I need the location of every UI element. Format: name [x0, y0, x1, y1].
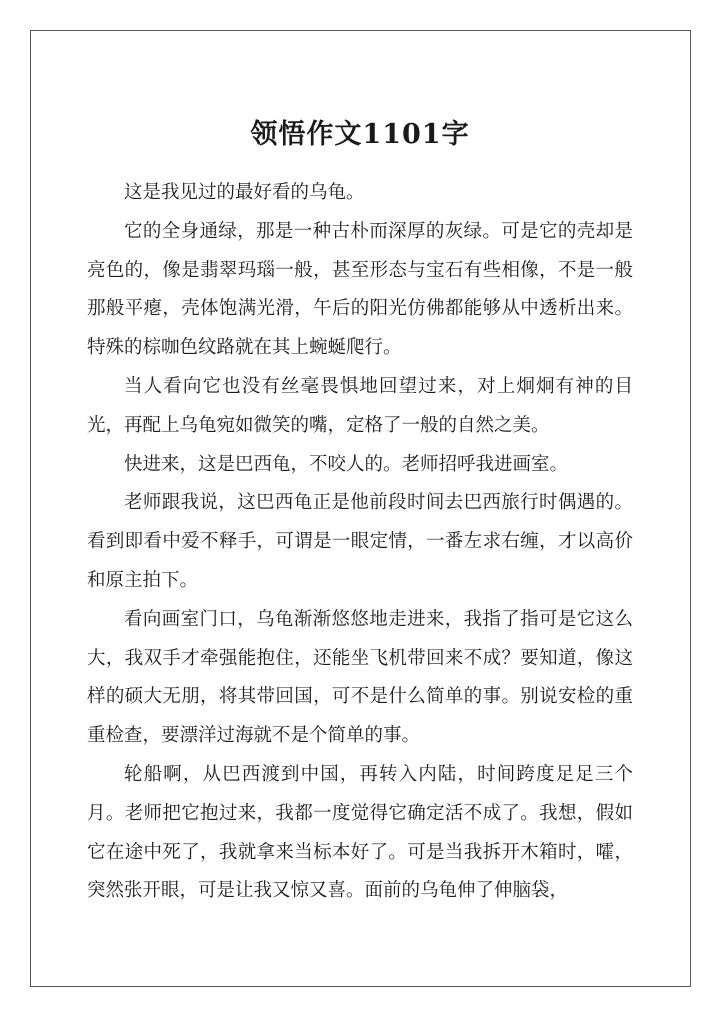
- paragraph-2: 它的全身通绿，那是一种古朴而深厚的灰绿。可是它的壳却是亮色的，像是翡翠玛瑙一般，甚至形态与宝石有些相像，不是一般那般平瘪，壳体饱满光滑，午后的阳光仿佛都能够从中透析出来。特殊的棕咖色纹路就在其上蜿蜒爬行。: [87, 220, 633, 359]
- document-body: [87, 174, 633, 911]
- paragraph-6: 看向画室门口，乌龟渐渐悠悠地走进来，我指了指可是它这么大，我双手才牵强能抱住，还能坐飞机带回来不成？要知道，像这样的硕大无朋，将其带回国，可不是什么简单的事。别说安检的重重检查，要漂洋过海就不是个简单的事。: [87, 608, 633, 747]
- paragraph-5: 老师跟我说，这巴西龟正是他前段时间去巴西旅行时偶遇的。看到即看中爱不释手，可谓是一眼定情，一番左求右缠，才以高价和原主拍下。: [87, 492, 633, 591]
- paragraph-3: 当人看向它也没有丝毫畏惧地回望过来，对上炯炯有神的目光，再配上乌龟宛如微笑的嘴，定格了一般的自然之美。: [87, 375, 633, 436]
- paragraph-1: 这是我见过的最好看的乌龟。: [124, 182, 365, 203]
- paragraph-4: 快进来，这是巴西龟，不咬人的。老师招呼我进画室。: [124, 453, 569, 475]
- document-title: 领悟作文1101字: [250, 119, 470, 150]
- paragraph-7: 轮船啊，从巴西渡到中国，再转入内陆，时间跨度足足三个月。老师把它抱过来，我都一度觉得它确定活不成了。我想，假如它在途中死了，我就拿来当标本好了。可是当我拆开木箱时，嚯，突然张开眼，可是让我又惊又喜。面前的乌龟伸了伸脑袋，: [87, 763, 633, 902]
